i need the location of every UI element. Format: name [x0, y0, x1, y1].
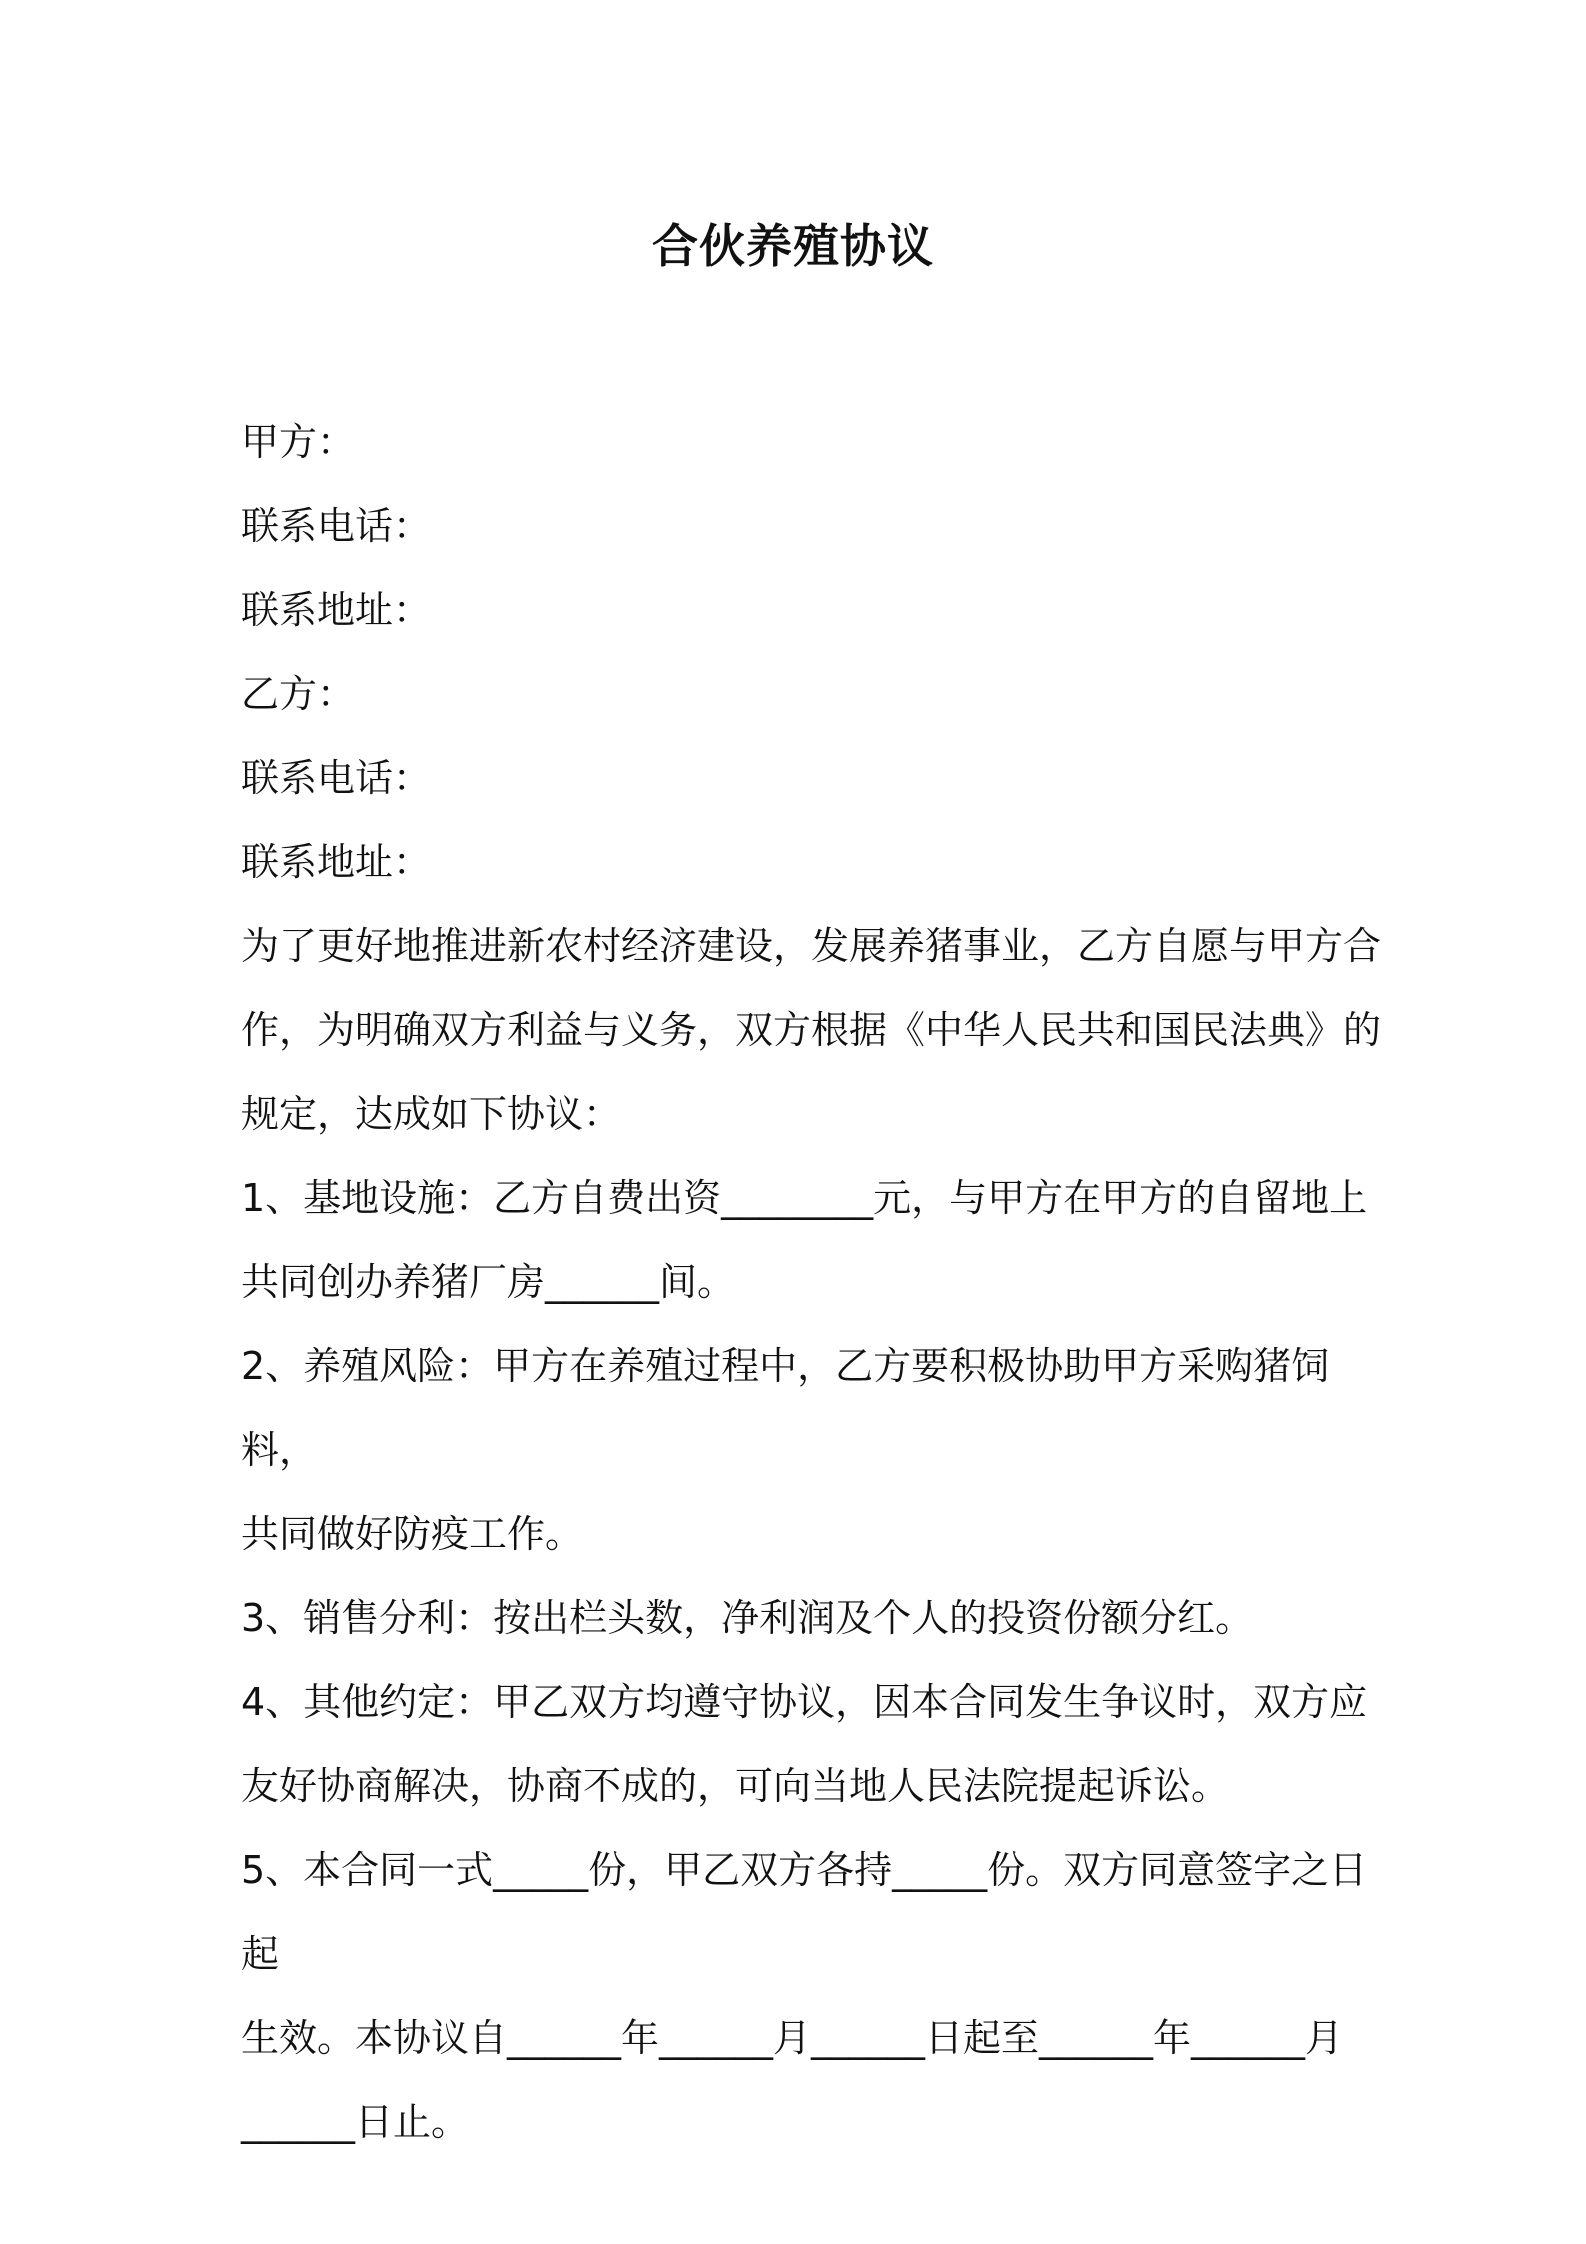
party-a-phone-label: 联系电话： — [241, 504, 432, 548]
clause-5-line-3: ______日止。 — [241, 2100, 470, 2144]
preamble-line-3: 规定，达成如下协议： — [241, 1092, 622, 1136]
clause-2-line-2: 共同做好防疫工作。 — [241, 1512, 584, 1556]
clause-1-line-1: 1、基地设施：乙方自费出资________元，与甲方在甲方的自留地上 — [241, 1176, 1368, 1220]
party-b-label: 乙方： — [241, 672, 356, 716]
document-title: 合伙养殖协议 — [652, 219, 934, 273]
clause-3-line-1: 3、销售分利：按出栏头数，净利润及个人的投资份额分红。 — [241, 1596, 1254, 1640]
clause-1-line-2: 共同创办养猪厂房______间。 — [241, 1260, 736, 1304]
clause-4-line-1: 4、其他约定：甲乙双方均遵守协议，因本合同发生争议时，双方应 — [241, 1680, 1368, 1724]
clause-5-line-1: 5、本合同一式_____份，甲乙双方各持_____份。双方同意签字之日起 — [241, 1848, 1368, 1976]
preamble-line-2: 作，为明确双方利益与义务，双方根据《中华人民共和国民法典》的 — [241, 1008, 1382, 1052]
preamble-line-1: 为了更好地推进新农村经济建设，发展养猪事业，乙方自愿与甲方合 — [241, 924, 1382, 968]
party-b-address-label: 联系地址： — [241, 840, 432, 884]
clause-4-line-2: 友好协商解决，协商不成的，可向当地人民法院提起诉讼。 — [241, 1764, 1230, 1808]
clause-2-line-1: 2、养殖风险：甲方在养殖过程中，乙方要积极协助甲方采购猪饲料， — [241, 1344, 1330, 1472]
party-a-address-label: 联系地址： — [241, 588, 432, 632]
clause-5-line-2: 生效。本协议自______年______月______日起至______年______月 — [241, 2016, 1344, 2060]
document-body — [241, 400, 1381, 2164]
party-a-label: 甲方： — [241, 420, 356, 464]
party-b-phone-label: 联系电话： — [241, 756, 432, 800]
